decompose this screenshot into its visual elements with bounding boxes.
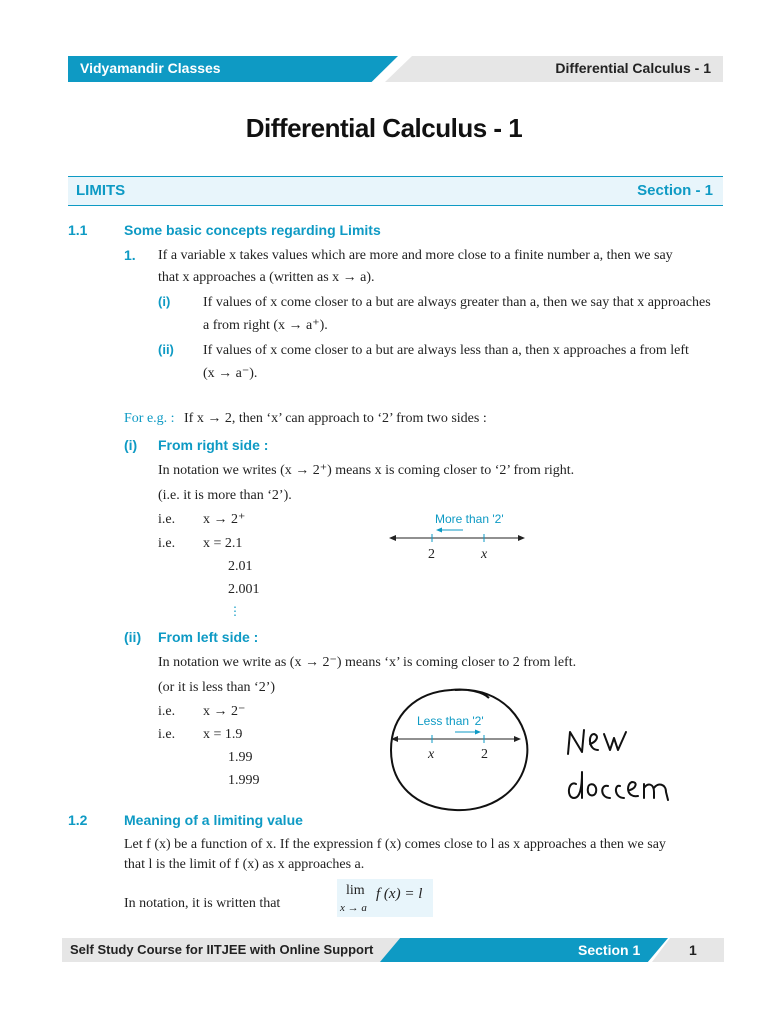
paragraph-line: In notation we writes (x → 2⁺) means x is coming closer to ‘2’ from right. <box>158 463 575 478</box>
subsection-number: 1.1 <box>68 222 88 238</box>
page-title: Differential Calculus - 1 <box>245 113 523 143</box>
diagram-tick-label: 2 <box>428 547 435 562</box>
diagram-tick-label: x <box>428 747 435 762</box>
ie-label: i.e. <box>158 727 176 742</box>
paragraph-line: If values of x come closer to a but are always greater than a, then we say that x approaches <box>203 295 711 310</box>
section-number: Section - 1 <box>637 182 713 199</box>
sub-item-number: (ii) <box>158 342 174 357</box>
footer-course: Self Study Course for IITJEE with Online Support <box>70 942 374 957</box>
subsection-heading: Meaning of a limiting value <box>124 812 303 828</box>
section-topic: LIMITS <box>76 182 126 199</box>
diagram-label: More than '2' <box>435 512 504 526</box>
case-heading: From right side : <box>158 437 269 453</box>
section-band <box>68 176 723 206</box>
math-expression: x = 2.1 <box>203 536 243 551</box>
paragraph-line: that l is the limit of f (x) as x approaches a. <box>124 857 365 872</box>
paragraph-line: (i.e. it is more than ‘2’). <box>158 488 292 503</box>
header-brand: Vidyamandir Classes <box>80 60 221 76</box>
subsection-heading: Some basic concepts regarding Limits <box>124 222 381 238</box>
paragraph-line: In notation we write as (x → 2⁻) means ‘x’ is coming closer to 2 from left. <box>158 655 577 670</box>
page-number: 1 <box>689 942 697 958</box>
sub-item-number: (i) <box>158 294 171 309</box>
math-expression: x → 2⁻ <box>203 704 246 719</box>
limit-expression: f (x) = l <box>376 886 423 902</box>
handwritten-annotation <box>560 722 685 808</box>
paragraph-line: a from right (x → a⁺). <box>203 318 328 333</box>
ie-label: i.e. <box>158 536 176 551</box>
paragraph-line: (or it is less than ‘2’) <box>158 680 276 695</box>
paragraph-line: In notation, it is written that <box>124 896 281 911</box>
math-expression: x = 1.9 <box>203 727 243 742</box>
paragraph-line: If a variable x takes values which are more and more close to a finite number a, then we say <box>158 248 673 263</box>
value-list-item: 2.001 <box>228 582 260 597</box>
value-list-item: 2.01 <box>228 559 253 574</box>
value-list-item: 1.999 <box>228 773 260 788</box>
example-label: For e.g. : <box>124 411 175 426</box>
example-text: If x → 2, then ‘x’ can approach to ‘2’ from two sides : <box>184 411 487 426</box>
ie-label: i.e. <box>158 704 176 719</box>
value-list-item: 1.99 <box>228 750 253 765</box>
paragraph-line: Let f (x) be a function of x. If the expression f (x) comes close to l as x approaches a then we say <box>124 837 666 852</box>
math-expression: x → 2⁺ <box>203 512 246 527</box>
paragraph-line: If values of x come closer to a but are always less than a, then x approaches a from left <box>203 343 689 358</box>
diagram-tick-label: x <box>481 547 488 562</box>
number-line-left-diagram <box>385 684 535 816</box>
case-number: (ii) <box>124 629 142 645</box>
diagram-label: Less than '2' <box>417 714 484 728</box>
footer-section: Section 1 <box>578 942 641 958</box>
limit-word: lim <box>346 883 365 898</box>
header-chapter: Differential Calculus - 1 <box>555 60 711 76</box>
limit-subscript: x → a <box>340 902 367 914</box>
subsection-number: 1.2 <box>68 812 88 828</box>
ie-label: i.e. <box>158 512 176 527</box>
item-number: 1. <box>124 247 136 263</box>
case-heading: From left side : <box>158 629 259 645</box>
paragraph-line: (x → a⁻). <box>203 366 258 381</box>
paragraph-line: that x approaches a (written as x → a). <box>158 270 375 285</box>
diagram-tick-label: 2 <box>481 747 488 762</box>
vertical-ellipsis: ⋮ <box>229 604 241 618</box>
case-number: (i) <box>124 437 138 453</box>
